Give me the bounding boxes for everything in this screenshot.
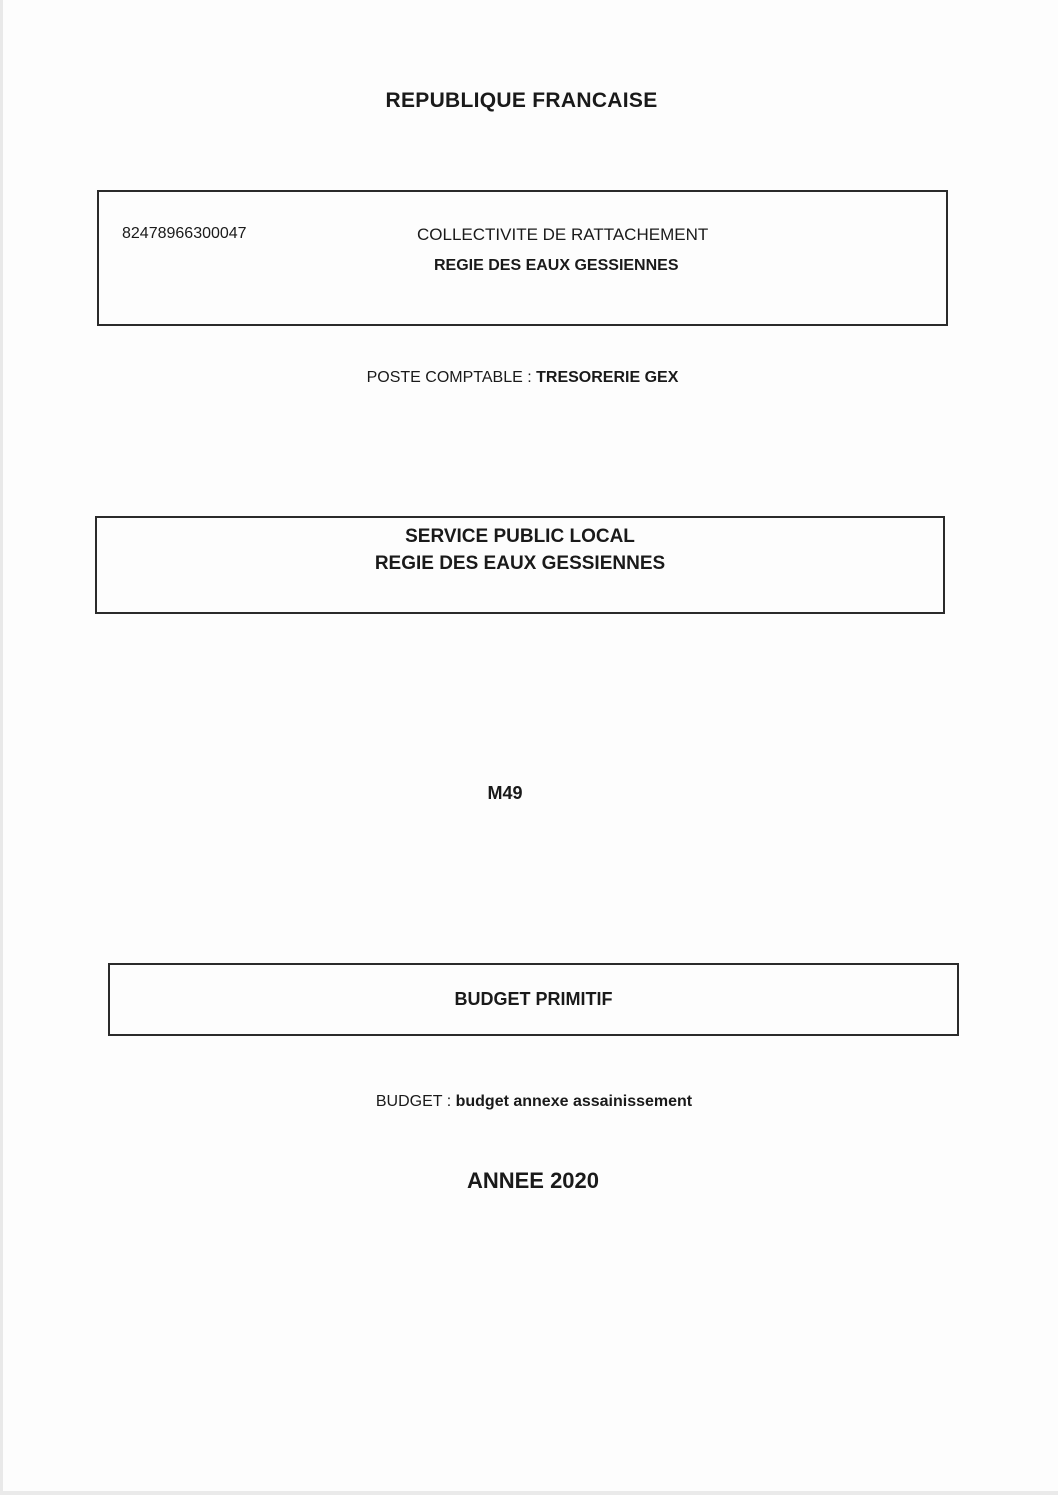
poste-comptable-value: TRESORERIE GEX [536, 369, 679, 386]
year-title: ANNEE 2020 [466, 1168, 600, 1193]
scan-edge-bottom [0, 1491, 1058, 1495]
service-name: REGIE DES EAUX GESSIENNES [374, 553, 666, 574]
collectivite-label: COLLECTIVITE DE RATTACHEMENT [417, 225, 709, 244]
poste-comptable-line [0, 369, 1045, 387]
nomenclature-code: M49 [487, 783, 523, 803]
siret-number: 82478966300047 [122, 225, 247, 242]
budget-label: BUDGET : [375, 1093, 456, 1110]
collectivite-name: REGIE DES EAUX GESSIENNES [434, 257, 679, 274]
poste-comptable-label: POSTE COMPTABLE : [366, 369, 537, 386]
budget-line [0, 1093, 1058, 1111]
collectivite-box [97, 190, 948, 326]
scan-edge-left [0, 0, 3, 1495]
budget-type-box [108, 963, 959, 1036]
service-box [95, 516, 945, 614]
budget-type: BUDGET PRIMITIF [454, 989, 613, 1009]
republic-heading: REPUBLIQUE FRANCAISE [385, 89, 658, 112]
service-type: SERVICE PUBLIC LOCAL [405, 526, 635, 547]
budget-value: budget annexe assainissement [455, 1093, 693, 1110]
